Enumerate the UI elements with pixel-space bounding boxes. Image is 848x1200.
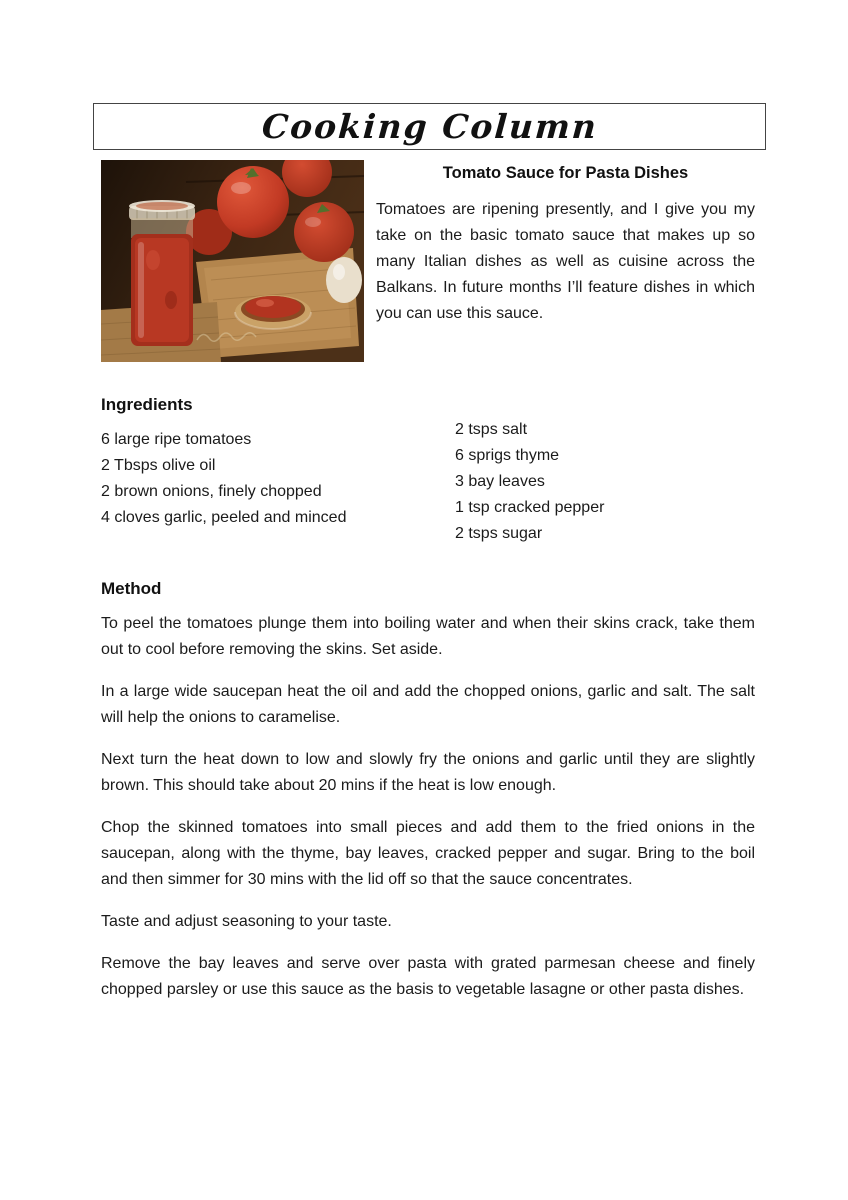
method-paragraph: To peel the tomatoes plunge them into boiling water and when their skins crack, take them out to cool before removing the skins. Set aside. xyxy=(101,615,755,658)
sauce-jar-illustration xyxy=(129,200,195,346)
method-paragraph: Next turn the heat down to low and slowly fry the onions and garlic until they are slightly brown. This should take about 20 mins if the heat is low enough. xyxy=(101,751,755,794)
ingredients-heading: Ingredients xyxy=(101,395,193,414)
method-paragraph: Chop the skinned tomatoes into small pieces and add them to the fried onions in the saucepan, along with the thyme, bay leaves, cracked pepper and sugar. Bring to the boil and then simmer for 30 mins with the lid off so that the sauce concentrates. xyxy=(101,819,755,888)
ingredient-item: 6 large ripe tomatoes xyxy=(101,431,252,448)
intro-paragraph: Tomatoes are ripening presently, and I give you my take on the basic tomato sauce that makes up so many Italian dishes as well as cuisine across the Balkans. In future months I’ll feature dishes in which you can use this sauce. xyxy=(376,201,755,322)
sauce-bowl-illustration xyxy=(235,295,311,329)
page-title: Cooking Column xyxy=(260,107,599,146)
ingredient-item: 4 cloves garlic, peeled and minced xyxy=(101,509,347,526)
ingredient-item: 3 bay leaves xyxy=(455,473,545,490)
method-paragraph: In a large wide saucepan heat the oil and add the chopped onions, garlic and salt. The salt will help the onions to caramelise. xyxy=(101,683,755,726)
method-paragraphs xyxy=(101,611,755,1003)
method-heading: Method xyxy=(101,579,162,598)
intro-column xyxy=(376,160,755,362)
ingredients-left-column xyxy=(101,427,455,547)
ingredient-item: 1 tsp cracked pepper xyxy=(455,499,605,516)
ingredient-item: 2 tsps sugar xyxy=(455,525,543,542)
ingredient-item: 2 Tbsps olive oil xyxy=(101,457,216,474)
method-paragraph: Remove the bay leaves and serve over pasta with grated parmesan cheese and finely chopped parsley or use this sauce as the basis to vegetable lasagne or other pasta dishes. xyxy=(101,955,755,998)
recipe-title: Tomato Sauce for Pasta Dishes xyxy=(442,164,689,182)
ingredient-item: 2 brown onions, finely chopped xyxy=(101,483,322,500)
ingredients-right-column xyxy=(455,417,755,547)
article-content xyxy=(101,160,755,1019)
method-paragraph: Taste and adjust seasoning to your taste. xyxy=(101,913,392,930)
column-title-box xyxy=(93,103,766,150)
recipe-photo xyxy=(101,160,364,362)
egg-illustration xyxy=(326,257,362,303)
article-top-row xyxy=(101,160,755,362)
recipe-photo-illustration xyxy=(101,160,364,362)
ingredient-item: 2 tsps salt xyxy=(455,421,528,438)
ingredients-list xyxy=(101,421,755,547)
ingredient-item: 6 sprigs thyme xyxy=(455,447,560,464)
